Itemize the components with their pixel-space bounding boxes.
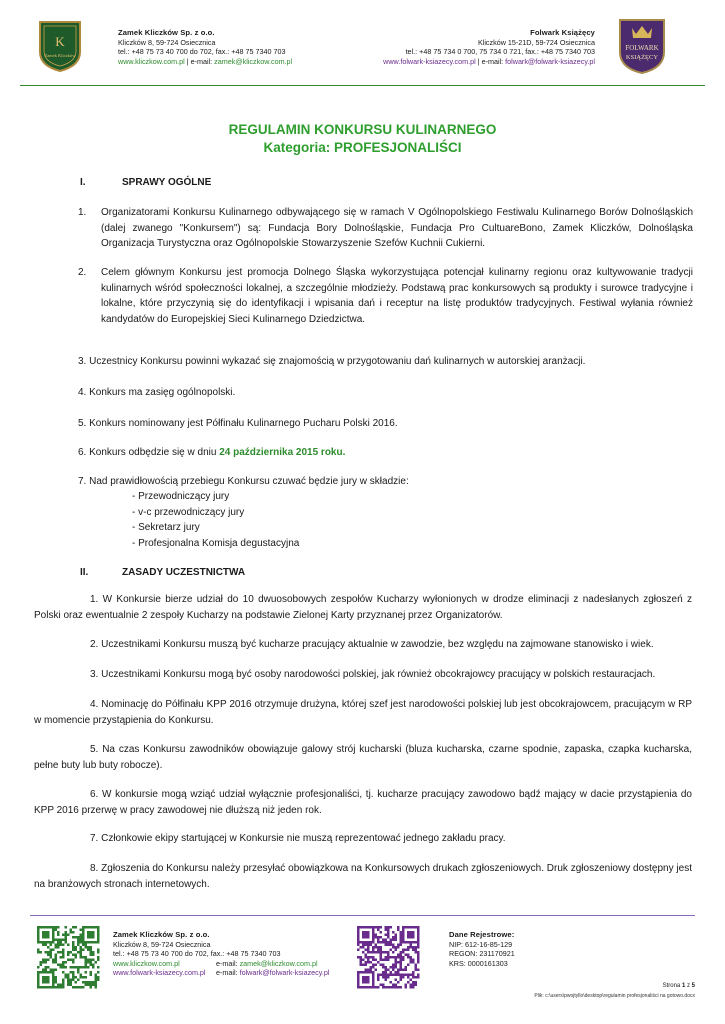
s1-paragraph-3: 3. Uczestnicy Konkursu powinni wykazać się znajomością w przygotowaniu dań kulinarnych w autorskiej aranżacji. — [78, 356, 586, 367]
svg-text:FOLWARK: FOLWARK — [625, 44, 659, 52]
registration-regon: REGON: 231170921 — [449, 949, 515, 959]
jury-item: - v-c przewodniczący jury — [132, 506, 245, 518]
section-1-title: SPRAWY OGÓLNE — [122, 177, 212, 188]
footer-www-folwark-link[interactable]: www.folwark-ksiazecy.com.pl — [113, 968, 206, 978]
contest-date: 24 października 2015 roku. — [219, 447, 346, 458]
s1-p6-text: 6. Konkurs odbędzie się w dniu — [78, 447, 220, 458]
s1-paragraph-4: 4. Konkurs ma zasięg ogólnopolski. — [78, 387, 236, 398]
page-number — [663, 983, 695, 989]
file-path: Plik: c:\users\pwojtyllo\desktop\regulamin profesjonaliści na gotowo.docx — [534, 993, 695, 999]
s2-item-8: 8. Zgłoszenia do Konkursu należy przesyłać obowiązkowa na Konkursowych drukach zgłoszeniowych. Druk zgłoszeniowy dostępny jest na branżowych stronach internetowych. — [34, 863, 692, 890]
jury-item: - Sekretarz jury — [132, 522, 200, 533]
header-left-email-label: e-mail: — [190, 56, 213, 66]
footer-divider — [30, 915, 695, 916]
header-right-email-label: e-mail: — [481, 56, 504, 66]
registration-title: Dane Rejestrowe: — [449, 930, 515, 939]
footer-address: Kliczków 8, 59-724 Osiecznica — [113, 939, 211, 949]
svg-text:K: K — [55, 34, 65, 49]
s1-paragraph-6 — [78, 445, 345, 461]
svg-text:KSIĄŻĘCY: KSIĄŻĘCY — [625, 54, 659, 61]
header-left-email-link[interactable]: zamek@kliczkow.com.pl — [214, 56, 293, 66]
registration-nip: NIP: 612-16-85-129 — [449, 939, 513, 949]
s2-item-6: 6. W konkursie mogą wziąć udział wyłącznie profesjonaliści, tj. kucharze pracujący zawodowo bądź mający w dacie przystąpienia do KPP 2016 przerwę w pracy zawodowej nie dłuższą niż jeden rok. — [34, 789, 692, 816]
footer-company: Zamek Kliczków Sp. z o.o. — [113, 930, 210, 939]
header-right-block: Folwark Książęcy Kliczków 15-21D, 59-724 Osiecznica tel.: +48 75 734 0 700, 75 734 0 721, fax.: +48 75 7340 703 www.folwark-ksiazecy.com.pl | e-mail: folwark@folwark-ksiazecy.pl — [383, 28, 595, 66]
header-divider — [20, 85, 705, 86]
header-right-company: Folwark Książęcy — [530, 28, 595, 37]
header-left-www-link[interactable]: www.kliczkow.com.pl — [118, 56, 185, 66]
s2-item-1: 1. W Konkursie bierze udział do 10 dwuosobowych zespołów Kucharzy wyłonionych w drodze eliminacji z nadesłanych zgłoszeń z Polski oraz ewentualnie 2 zespoły Kucharzy na podstawie Zielonej Karty przyznanej przez Organizatorów. — [34, 594, 692, 621]
page-label: Strona — [662, 983, 682, 989]
s2-item-5: 5. Na czas Konkursu zawodników obowiązuje galowy strój kucharski (bluza kucharska, czarne spodnie, zapaska, czapka kucharska, pełne buty lub buty robocze). — [34, 744, 692, 771]
document-subtitle: Kategoria: PROFESJONALIŚCI — [263, 140, 462, 155]
header-right-phones: tel.: +48 75 734 0 700, 75 734 0 721, fax.: +48 75 7340 703 — [405, 47, 595, 57]
page-total: 5 — [691, 983, 695, 989]
jury-item: - Profesjonalna Komisja degustacyjna — [132, 537, 300, 549]
s1-paragraph-2: Celem głównym Konkursu jest promocja Dolnego Śląska wykorzystująca potencjał kulinarny regionu oraz kultywowanie tradycji kulinarnych wśród społeczności lokalnej, a szczególnie młodzieży. Podstawą prac konkursowych są produkty i surowce tradycyjne i lokalne, które przyczynią się do identyfikacji i wpisania dań i receptur na listę produktów tradycyjnych. Festiwal wyłania również kandydatów do Europejskiej Sieci Kulinarnego Dziedzictwa. — [101, 267, 693, 325]
s2-item-7: 7. Członkowie ekipy startującej w Konkursie nie muszą reprezentować jednego zakładu pracy. — [90, 833, 506, 844]
footer-www-kliczkow-link[interactable]: www.kliczkow.com.pl — [113, 958, 180, 968]
s1-p2-number: 2. — [78, 267, 87, 278]
s2-item-2: 2. Uczestnikami Konkursu muszą być kucharze pracujący aktualnie w zawodzie, bez względu na zajmowane stanowisko i wiek. — [90, 639, 654, 650]
header-left-block: Zamek Kliczków Sp. z o.o. Kliczków 8, 59-724 Osiecznica tel.: +48 75 73 40 700 do 702, fax.: +48 75 7340 703 www.kliczkow.com.pl | e-mail: zamek@kliczkow.com.pl — [118, 28, 293, 66]
page-of: z — [685, 983, 692, 989]
section-2-number: II. — [80, 567, 89, 578]
footer-phones: tel.: +48 75 73 40 700 do 702, fax.: +48 75 7340 703 — [113, 949, 281, 959]
folwark-ksiazecy-logo — [618, 18, 666, 74]
s1-paragraph-5: 5. Konkurs nominowany jest Półfinału Kulinarnego Pucharu Polski 2016. — [78, 418, 398, 429]
header-right-address: Kliczków 15-21D, 59-724 Osiecznica — [477, 37, 595, 47]
section-1-number: I. — [80, 177, 86, 188]
section-2-title: ZASADY UCZESTNICTWA — [122, 567, 246, 578]
s1-paragraph-7: 7. Nad prawidłowością przebiegu Konkursu czuwać będzie jury w składzie: — [78, 476, 409, 487]
footer-email-kliczkow-link[interactable]: zamek@kliczkow.com.pl — [239, 958, 318, 968]
document-title: REGULAMIN KONKURSU KULINARNEGO — [228, 122, 497, 137]
footer-registration-block — [449, 930, 515, 968]
registration-krs: KRS: 0000161303 — [449, 958, 508, 968]
footer-email2-label: e-mail: — [216, 968, 238, 978]
jury-item: - Przewodniczący jury — [132, 491, 230, 502]
footer-company-block — [113, 930, 329, 978]
s2-item-4: 4. Nominację do Półfinału KPP 2016 otrzymuje drużyna, której szef jest narodowości polskiej lub jest obcokrajowcem, pracującym w RP w momencie przystąpienia do Konkursu. — [34, 699, 692, 726]
page-current: 1 — [681, 983, 686, 989]
footer-email1-label: e-mail: — [216, 958, 238, 968]
qr-code-kliczkow — [36, 925, 100, 989]
s1-paragraph-1: Organizatorami Konkursu Kulinarnego odbywającego się w ramach V Ogólnopolskiego Festiwalu Kulinarnego Borów Dolnośląskich (dalej zwanego "Konkursem") są: Fundacja Bory Dolnośląskie, Fundacja Pro CultuareBono, Zamek Kliczków, Dolnośląska Organizacja Turystyczna oraz Ogólnopolskie Stowarzyszenie Szefów Kuchnii Cukierni. — [101, 207, 693, 249]
header-left-address: Kliczków 8, 59-724 Osiecznica — [118, 37, 216, 47]
header-right-www-link[interactable]: www.folwark-ksiazecy.com.pl — [383, 56, 476, 66]
header-left-company: Zamek Kliczków Sp. z o.o. — [118, 28, 215, 37]
qr-code-folwark — [356, 925, 420, 989]
s2-item-3: 3. Uczestnikami Konkursu mogą być osoby narodowości polskiej, jak również obcokrajowcy pracujący w polskich restauracjach. — [90, 669, 656, 680]
s1-p1-number: 1. — [78, 207, 87, 218]
jury-list — [132, 489, 299, 551]
header-left-phones: tel.: +48 75 73 40 700 do 702, fax.: +48 75 7340 703 — [118, 47, 286, 57]
header-right-email-link[interactable]: folwark@folwark-ksiazecy.pl — [505, 56, 595, 66]
zamek-kliczkow-logo — [38, 20, 82, 72]
svg-text:Zamek Kliczków: Zamek Kliczków — [44, 53, 76, 58]
footer-email-folwark-link[interactable]: folwark@folwark-ksiazecy.pl — [239, 968, 330, 978]
